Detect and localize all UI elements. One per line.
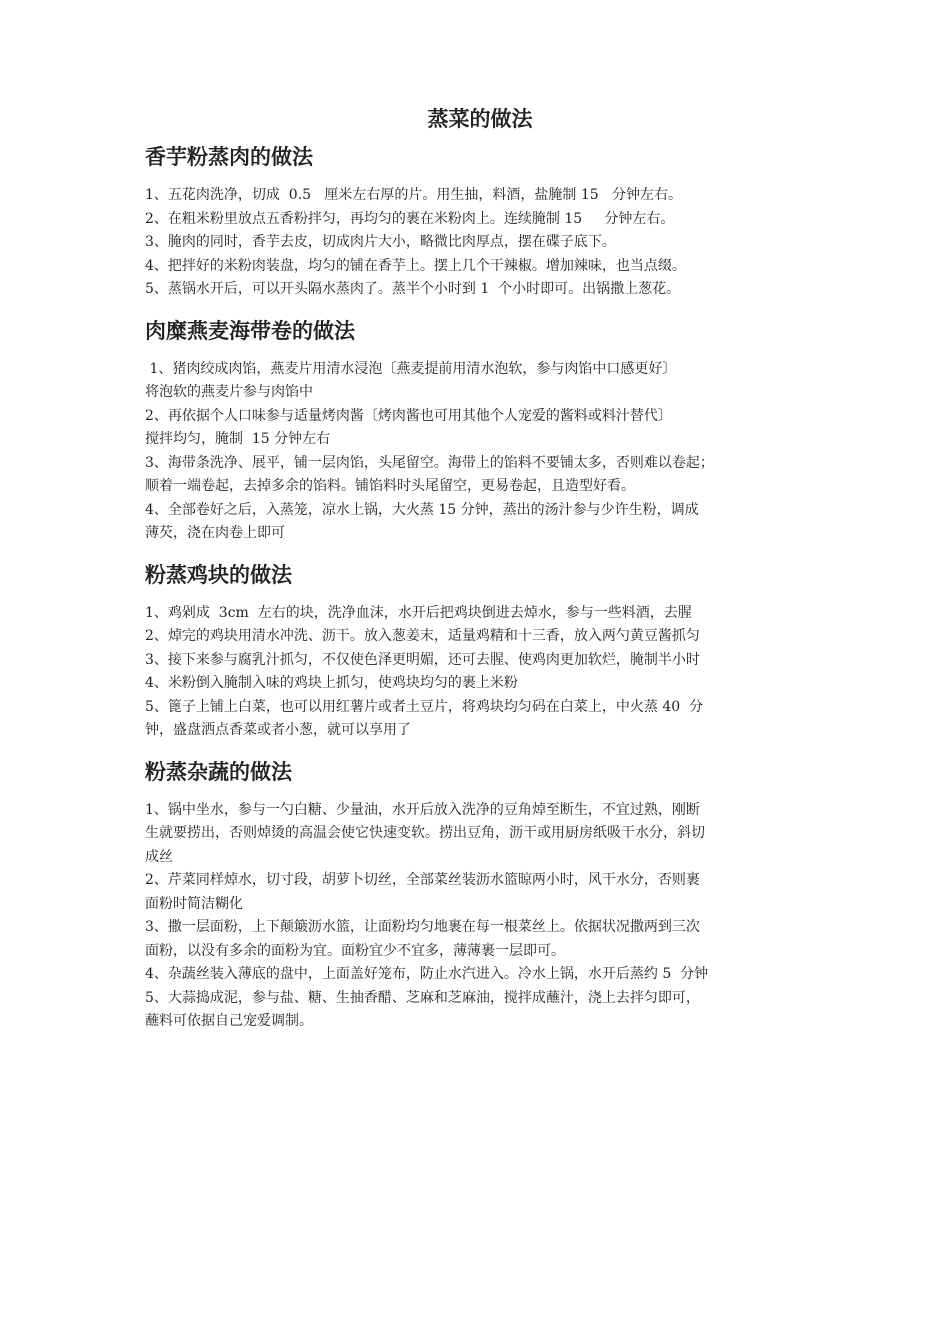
step-line: 蘸料可依据自己宠爱调制。 [145,1013,313,1029]
step-line: 薄芡，浇在肉卷上即可 [145,525,285,541]
step-line: 1、鸡剁成 3cm 左右的块，洗净血沫，水开后把鸡块倒进去焯水，参与一些料酒，去腥 [145,604,692,621]
document-title: 蒸菜的做法 [427,107,533,131]
step-line: 将泡软的燕麦片参与肉馅中 [145,384,313,400]
step-line: 面粉，以没有多余的面粉为宜。面粉宜少不宜多，薄薄裹一层即可。 [145,942,565,959]
step-line: 3、接下来参与腐乳汁抓匀，不仅使色泽更明媚，还可去腥、使鸡肉更加软烂，腌制半小时 [145,651,700,668]
step-line: 3、海带条洗净、展平，铺一层肉馅，头尾留空。海带上的馅料不要铺太多，否则难以卷起； [145,454,714,471]
section-heading: 粉蒸杂蔬的做法 [145,759,292,784]
step-line: 2、再依据个人口味参与适量烤肉酱〔烤肉酱也可用其他个人宠爱的酱料或料汁替代〕 [145,407,672,424]
step-line: 5、篦子上铺上白菜，也可以用红薯片或者土豆片，将鸡块均匀码在白菜上，中火蒸 40 分 [145,698,704,715]
step-line: 钟，盛盘洒点香菜或者小葱，就可以享用了 [145,722,411,738]
step-line: 面粉时简洁糊化 [145,895,243,912]
section-steamed-chicken [145,560,815,743]
step-line: 生就要捞出，否则焯烫的高温会使它快速变软。捞出豆角，沥干或用厨房纸吸干水分，斜切 [145,825,705,841]
step-line: 4、杂蔬丝装入薄底的盘中，上面盖好笼布，防止水汽进入。冷水上锅，水开后蒸约 5 分钟 [145,966,709,982]
section-heading: 粉蒸鸡块的做法 [145,562,292,587]
step-line: 2、焯完的鸡块用清水冲洗、沥干。放入葱姜末，适量鸡精和十三香，放入两勺黄豆酱抓匀 [145,628,700,644]
section-steamed-vegetables [145,757,815,1034]
step-line: 成丝 [145,848,173,865]
step-line: 1、猪肉绞成肉馅，燕麦片用清水浸泡〔燕麦提前用清水泡软，参与肉馅中口感更好〕 [145,360,677,377]
step-line: 1、五花肉洗净，切成 0.5 厘米左右厚的片。用生抽，料酒，盐腌制 15 分钟左右。 [145,187,683,203]
step-line: 4、米粉倒入腌制入味的鸡块上抓匀，使鸡块均匀的裹上米粉 [145,675,518,691]
step-line: 2、芹菜同样焯水，切寸段，胡萝卜切丝，全部菜丝装沥水篮晾两小时，风干水分，否则裹 [145,872,700,888]
step-line: 5、大蒜捣成泥，参与盐、糖、生抽香醋、芝麻和芝麻油，搅拌成蘸汁，浇上去拌匀即可， [145,989,700,1006]
section-heading: 肉糜燕麦海带卷的做法 [145,318,355,343]
step-line: 3、腌肉的同时，香芋去皮，切成肉片大小，略微比肉厚点，摆在碟子底下。 [145,234,616,250]
step-line: 2、在粗米粉里放点五香粉拌匀，再均匀的裹在米粉肉上。连续腌制 15 分钟左右。 [145,210,675,227]
step-line: 4、全部卷好之后，入蒸笼，凉水上锅，大火蒸 15 分钟，蒸出的汤汁参与少许生粉，调成 [145,501,699,518]
section-oat-kelp-rolls [145,316,815,546]
section-heading: 香芋粉蒸肉的做法 [145,145,313,169]
step-line: 搅拌均匀，腌制 15 分钟左右 [145,431,331,447]
step-line: 3、撒一层面粉，上下颠簸沥水篮，让面粉均匀地裹在每一根菜丝上。依据状况撒两到三次 [145,919,700,935]
step-line: 顺着一端卷起，去掉多余的馅料。铺馅料时头尾留空，更易卷起，且造型好看。 [145,478,635,494]
step-line: 5、蒸锅水开后，可以开头隔水蒸肉了。蒸半个小时到 1 个小时即可。出锅撒上葱花。 [145,281,681,297]
step-line: 1、锅中坐水，参与一勺白糖、少量油，水开后放入洗净的豆角焯至断生，不宜过熟，刚断 [145,801,700,818]
section-taro-steamed-pork [145,142,815,302]
step-line: 4、把拌好的米粉肉装盘，均匀的铺在香芋上。摆上几个干辣椒。增加辣味，也当点缀。 [145,257,686,274]
document-page [145,104,815,1048]
